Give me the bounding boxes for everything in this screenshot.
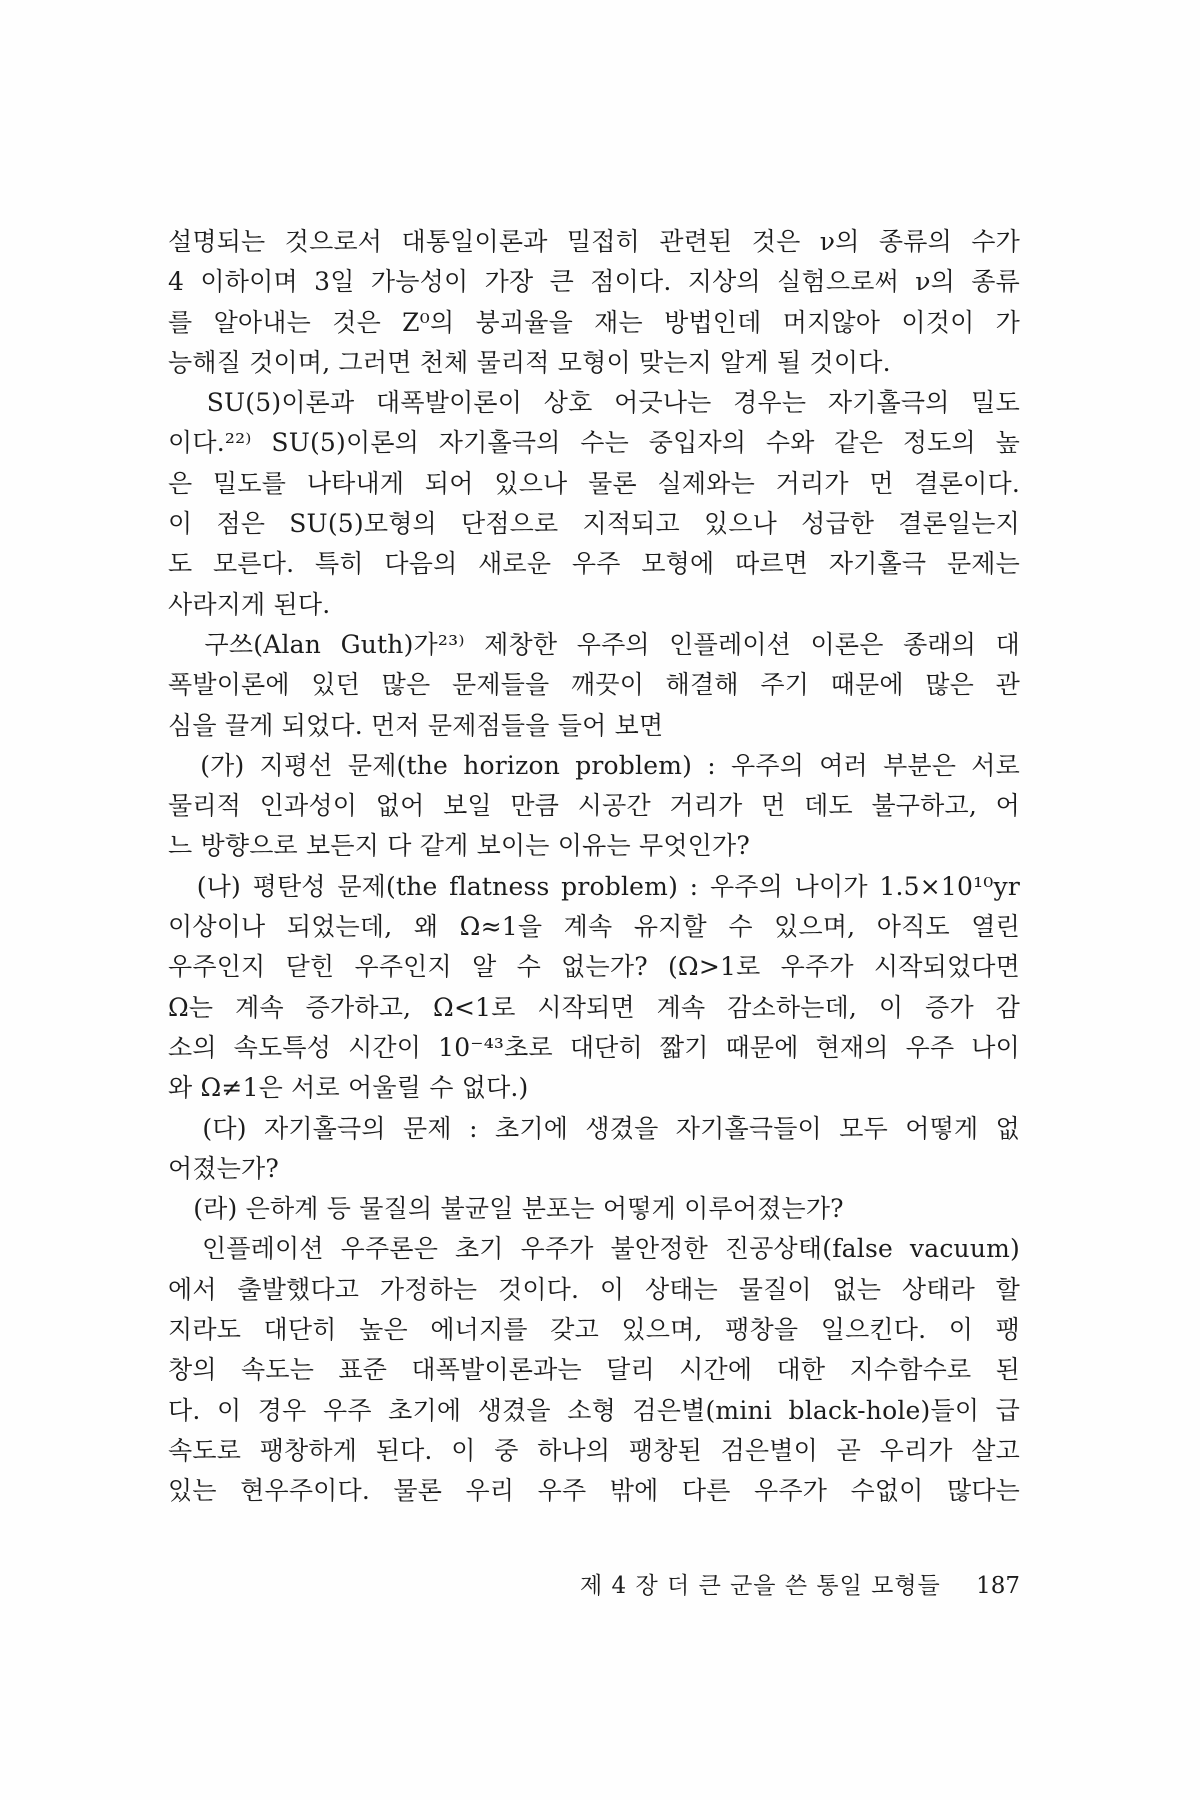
text-line: 심을 끌게 되었다. 먼저 문제점들을 들어 보면 <box>168 710 664 740</box>
text-line: 이상이나 되었는데, 왜 Ω≈1을 계속 유지할 수 있으며, 아직도 열린 <box>168 912 1020 942</box>
text-line: 지라도 대단히 높은 에너지를 갖고 있으며, 팽창을 일으킨다. 이 팽 <box>168 1315 1020 1345</box>
text-line: Ω는 계속 증가하고, Ω<1로 시작되면 계속 감소하는데, 이 증가 감 <box>168 992 1020 1022</box>
text-line: 사라지게 된다. <box>168 589 331 619</box>
text-line: 이다.²²⁾ SU(5)이론의 자기홀극의 수는 중입자의 수와 같은 정도의 높 <box>168 428 1020 458</box>
running-footer-chapter: 제 4 장 더 큰 군을 쓴 통일 모형들 <box>580 1573 941 1599</box>
text-line: 소의 속도특성 시간이 10⁻⁴³초로 대단히 짧기 때문에 현재의 우주 나이 <box>168 1032 1020 1062</box>
text-line: 다. 이 경우 우주 초기에 생겼을 소형 검은별(mini black-hole)들이 급 <box>168 1395 1020 1425</box>
text-line: 있는 현우주이다. 물론 우리 우주 밖에 다른 우주가 수없이 많다는 <box>168 1476 1020 1506</box>
text-line: 폭발이론에 있던 많은 문제들을 깨끗이 해결해 주기 때문에 많은 관 <box>168 670 1020 700</box>
text-line: 속도로 팽창하게 된다. 이 중 하나의 팽창된 검은별이 곧 우리가 살고 <box>168 1435 1020 1465</box>
text-line: 와 Ω≠1은 서로 어울릴 수 없다.) <box>168 1073 529 1103</box>
page-number: 187 <box>976 1573 1020 1599</box>
text-line: 은 밀도를 나타내게 되어 있으나 물론 실제와는 거리가 먼 결론이다. <box>168 468 1020 498</box>
text-line: 어졌는가? <box>168 1153 280 1183</box>
text-line: 도 모른다. 특히 다음의 새로운 우주 모형에 따르면 자기홀극 문제는 <box>168 549 1020 579</box>
text-line: SU(5)이론과 대폭발이론이 상호 어긋나는 경우는 자기홀극의 밀도 <box>168 388 1020 418</box>
text-line: 느 방향으로 보든지 다 같게 보이는 이유는 무엇인가? <box>168 831 750 861</box>
text-line: 우주인지 닫힌 우주인지 알 수 없는가? (Ω>1로 우주가 시작되었다면 <box>168 952 1020 982</box>
text-line: 에서 출발했다고 가정하는 것이다. 이 상태는 물질이 없는 상태라 할 <box>168 1274 1020 1304</box>
text-line: 4 이하이며 3일 가능성이 가장 큰 점이다. 지상의 실험으로써 ν의 종류 <box>168 267 1020 297</box>
text-line: 물리적 인과성이 없어 보일 만큼 시공간 거리가 먼 데도 불구하고, 어 <box>168 791 1020 821</box>
text-line: (나) 평탄성 문제(the flatness problem) : 우주의 나이가 1.5×10¹⁰yr <box>168 871 1020 901</box>
text-line: (라) 은하계 등 물질의 불균일 분포는 어떻게 이루어졌는가? <box>168 1194 844 1224</box>
text-line: 창의 속도는 표준 대폭발이론과는 달리 시간에 대한 지수함수로 된 <box>168 1355 1020 1385</box>
body-text <box>168 222 1020 1512</box>
text-line: 능해질 것이며, 그러면 천체 물리적 모형이 맞는지 알게 될 것이다. <box>168 347 891 377</box>
text-line: (다) 자기홀극의 문제 : 초기에 생겼을 자기홀극들이 모두 어떻게 없 <box>168 1113 1020 1143</box>
text-line: 를 알아내는 것은 Z⁰의 붕괴율을 재는 방법인데 머지않아 이것이 가 <box>168 307 1020 337</box>
text-line: 설명되는 것으로서 대통일이론과 밀접히 관련된 것은 ν의 종류의 수가 <box>168 227 1020 256</box>
page-footer <box>168 1566 1020 1606</box>
text-line: (가) 지평선 문제(the horizon problem) : 우주의 여러 부분은 서로 <box>168 750 1020 780</box>
text-line: 구쓰(Alan Guth)가²³⁾ 제창한 우주의 인플레이션 이론은 종래의 대 <box>168 629 1020 659</box>
text-line: 인플레이션 우주론은 초기 우주가 불안정한 진공상태(false vacuum) <box>168 1234 1020 1264</box>
text-line: 이 점은 SU(5)모형의 단점으로 지적되고 있으나 성급한 결론일는지 <box>168 509 1020 539</box>
